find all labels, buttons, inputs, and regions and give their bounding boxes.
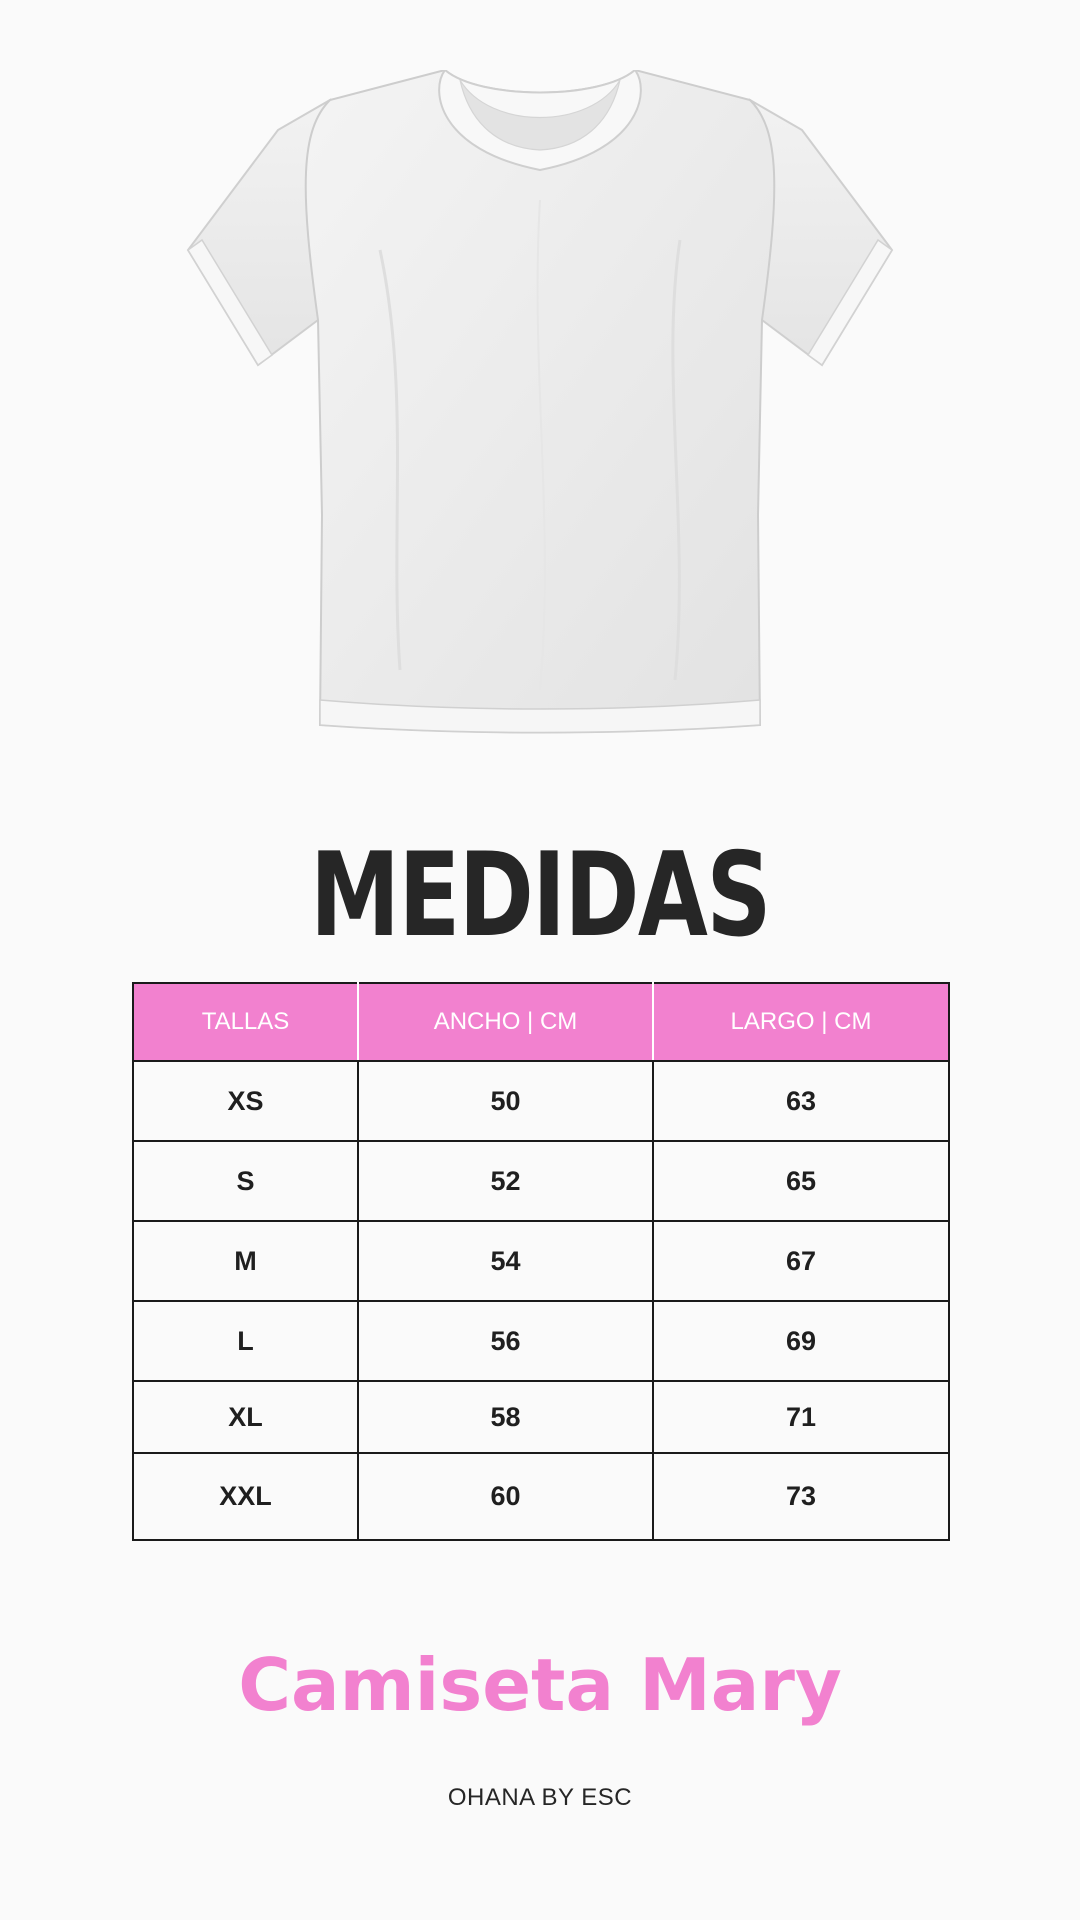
tshirt-image bbox=[180, 70, 900, 740]
width-cell: 56 bbox=[358, 1301, 653, 1381]
size-cell: XL bbox=[133, 1381, 358, 1453]
product-name: Camiseta Mary bbox=[238, 1643, 842, 1727]
length-cell: 67 bbox=[653, 1221, 949, 1301]
table-row bbox=[133, 1061, 949, 1141]
column-header-largo: LARGO | CM bbox=[653, 983, 949, 1061]
page-title: MEDIDAS bbox=[309, 828, 770, 963]
length-cell: 63 bbox=[653, 1061, 949, 1141]
column-header-ancho: ANCHO | CM bbox=[358, 983, 653, 1061]
table-row bbox=[133, 1381, 949, 1453]
brand-name: OHANA BY ESC bbox=[447, 1784, 633, 1811]
length-cell: 69 bbox=[653, 1301, 949, 1381]
width-cell: 58 bbox=[358, 1381, 653, 1453]
table-row bbox=[133, 1301, 949, 1381]
size-cell: XXL bbox=[133, 1453, 358, 1540]
table-header-row bbox=[133, 983, 949, 1061]
tshirt-icon bbox=[180, 70, 900, 740]
size-cell: M bbox=[133, 1221, 358, 1301]
size-cell: L bbox=[133, 1301, 358, 1381]
width-cell: 52 bbox=[358, 1141, 653, 1221]
size-cell: S bbox=[133, 1141, 358, 1221]
table-row bbox=[133, 1141, 949, 1221]
width-cell: 54 bbox=[358, 1221, 653, 1301]
width-cell: 50 bbox=[358, 1061, 653, 1141]
table-row bbox=[133, 1221, 949, 1301]
size-chart-table bbox=[132, 982, 950, 1541]
width-cell: 60 bbox=[358, 1453, 653, 1540]
column-header-tallas: TALLAS bbox=[133, 983, 358, 1061]
length-cell: 65 bbox=[653, 1141, 949, 1221]
size-cell: XS bbox=[133, 1061, 358, 1141]
length-cell: 73 bbox=[653, 1453, 949, 1540]
length-cell: 71 bbox=[653, 1381, 949, 1453]
table-row bbox=[133, 1453, 949, 1540]
